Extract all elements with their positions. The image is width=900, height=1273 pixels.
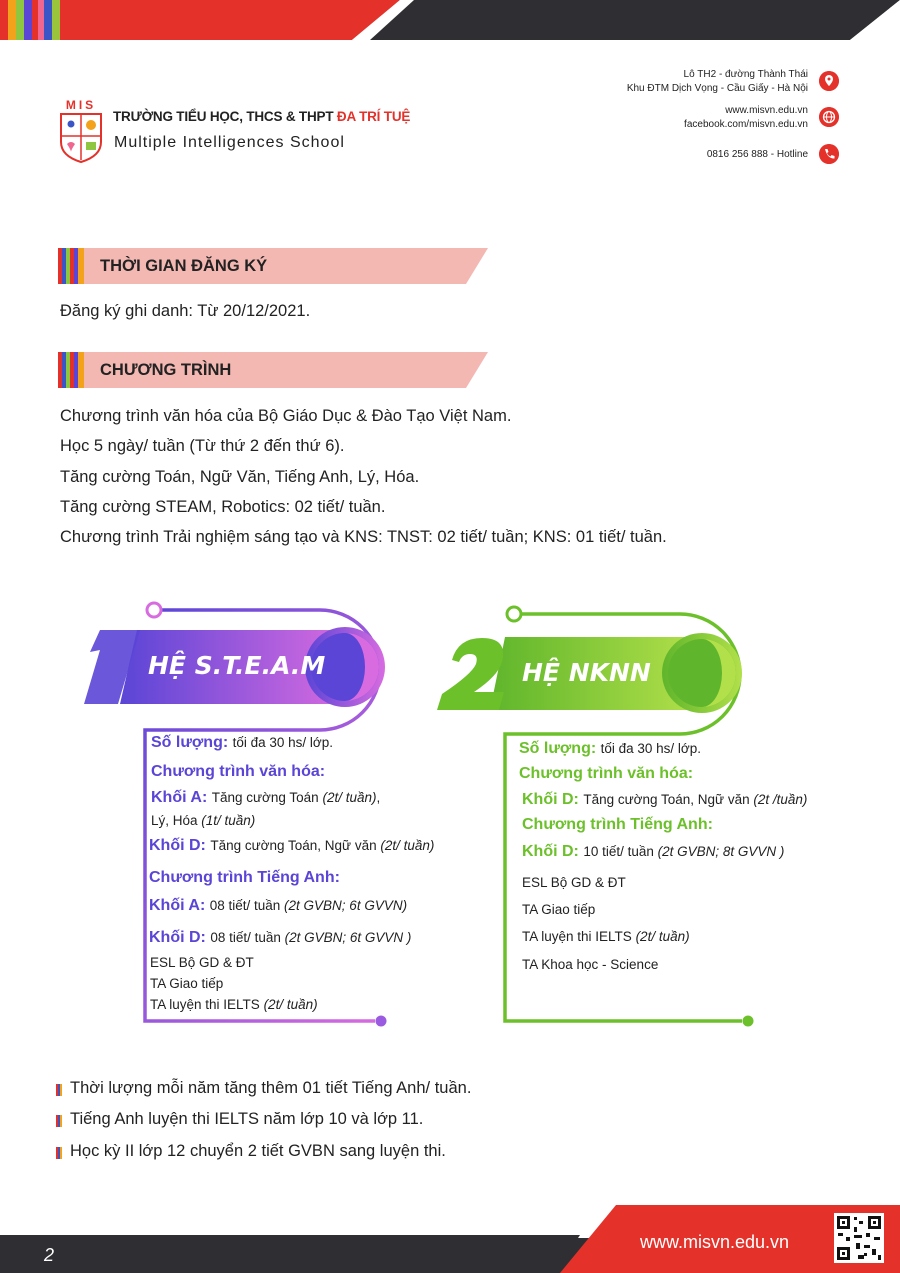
address-block: [627, 68, 808, 96]
school-name-highlight: ĐA TRÍ TUỆ: [336, 109, 411, 124]
program-line: Tăng cường Toán, Ngữ Văn, Tiếng Anh, Lý, Hóa.: [60, 468, 420, 486]
program-line: Tăng cường STEAM, Robotics: 02 tiết/ tuần.: [60, 498, 386, 516]
nknn-so-luong: Số lượng: tối đa 30 hs/ lớp.: [519, 740, 702, 757]
nknn-van-hoa-label: Chương trình văn hóa:: [519, 765, 694, 782]
page-number: 2: [44, 1245, 55, 1265]
program-line: Chương trình văn hóa của Bộ Giáo Dục & Đào Tạo Việt Nam.: [60, 407, 512, 425]
bullet-marker-icon: [56, 1084, 62, 1096]
address-line-2: Khu ĐTM Dịch Vọng - Cầu Giấy - Hà Nội: [626, 83, 808, 94]
steam-khoi-a-line2: Lý, Hóa (1t/ tuần): [151, 813, 256, 828]
nknn-ielts: TA luyện thi IELTS (2t/ tuần): [522, 929, 690, 944]
facebook-link[interactable]: facebook.com/misvn.edu.vn: [684, 119, 808, 130]
steam-ielts: TA luyện thi IELTS (2t/ tuần): [150, 997, 318, 1012]
globe-icon: [819, 107, 839, 127]
nknn-science: TA Khoa học - Science: [522, 957, 659, 972]
phone-icon: [819, 144, 839, 164]
steam-ta-khoi-a: Khối A: 08 tiết/ tuần (2t GVBN; 6t GVVN): [149, 897, 408, 914]
steam-khoi-d: Khối D: Tăng cường Toán, Ngữ văn (2t/ tuần): [149, 837, 435, 854]
program-line: Chương trình Trải nghiệm sáng tạo và KNS: TNST: 02 tiết/ tuần; KNS: 01 tiết/ tuần.: [60, 528, 667, 546]
top-decor-bar: [0, 0, 900, 40]
nknn-tieng-anh-label: Chương trình Tiếng Anh:: [522, 816, 713, 833]
school-logo-icon: [58, 98, 104, 164]
address-line-1: Lô TH2 - đường Thành Thái: [683, 69, 808, 80]
steam-so-luong: Số lượng: tối đa 30 hs/ lớp.: [151, 734, 334, 751]
web-block: [684, 104, 808, 132]
steam-giao-tiep: TA Giao tiếp: [150, 976, 224, 991]
registration-text: Đăng ký ghi danh: Từ 20/12/2021.: [60, 302, 311, 320]
hotline-text[interactable]: 0816 256 888 - Hotline: [706, 149, 808, 160]
nknn-khoi-d: Khối D: Tăng cường Toán, Ngữ văn (2t /tuần): [522, 791, 808, 808]
steam-van-hoa-label: Chương trình văn hóa:: [151, 763, 326, 780]
location-pin-icon: [819, 71, 839, 91]
school-name-en: Multiple Intelligences School: [114, 134, 345, 151]
website-link[interactable]: www.misvn.edu.vn: [725, 105, 808, 116]
steam-title: HỆ S.T.E.A.M: [148, 651, 326, 680]
bullet-marker-icon: [56, 1115, 62, 1127]
bullet-item: Thời lượng mỗi năm tăng thêm 01 tiết Tiếng Anh/ tuần.: [70, 1079, 472, 1097]
steam-khoi-a: Khối A: Tăng cường Toán (2t/ tuần),: [151, 789, 381, 806]
section-program: [58, 352, 488, 388]
section-title: CHƯƠNG TRÌNH: [100, 361, 232, 379]
steam-esl: ESL Bộ GD & ĐT: [150, 955, 254, 970]
footer-website-link[interactable]: www.misvn.edu.vn: [640, 1232, 790, 1252]
steam-tieng-anh-label: Chương trình Tiếng Anh:: [149, 869, 340, 886]
qr-code-icon: [834, 1213, 884, 1263]
bullet-item: Tiếng Anh luyện thi IELTS năm lớp 10 và lớp 11.: [70, 1110, 424, 1128]
nknn-esl: ESL Bộ GD & ĐT: [522, 875, 626, 890]
section-title: THỜI GIAN ĐĂNG KÝ: [100, 257, 268, 275]
bullet-marker-icon: [56, 1147, 62, 1159]
nknn-title: HỆ NKNN: [522, 658, 651, 687]
school-name-vn: TRƯỜNG TIỂU HỌC, THCS & THPT ĐA TRÍ TUỆ: [113, 109, 411, 124]
program-line: Học 5 ngày/ tuần (Từ thứ 2 đến thứ 6).: [60, 437, 345, 455]
svg-text:MIS: MIS: [65, 98, 97, 112]
steam-ta-khoi-d: Khối D: 08 tiết/ tuần (2t GVBN; 6t GVVN ): [149, 929, 412, 946]
nknn-ta-khoi-d: Khối D: 10 tiết/ tuần (2t GVBN; 8t GVVN ): [522, 843, 785, 860]
section-registration: [58, 248, 488, 284]
nknn-giao-tiep: TA Giao tiếp: [522, 902, 596, 917]
bullet-item: Học kỳ II lớp 12 chuyển 2 tiết GVBN sang luyện thi.: [70, 1142, 446, 1160]
